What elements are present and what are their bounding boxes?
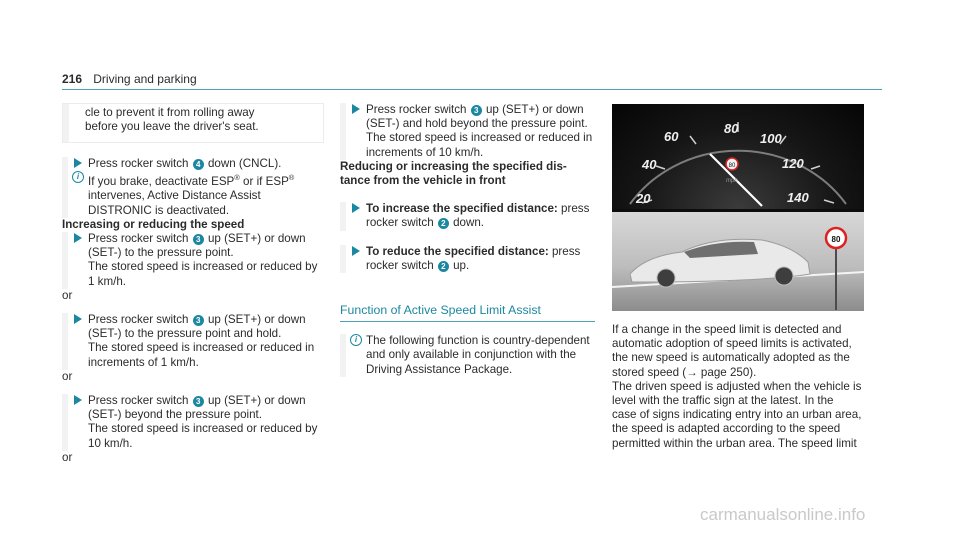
paragraph-line: The driven speed is adjusted when the vehicle is (612, 379, 862, 393)
tick-label: 20 (636, 191, 651, 206)
tick-label: 120 (782, 156, 804, 171)
info-icon: i (72, 171, 84, 183)
column-right (612, 323, 864, 451)
continued-step-box (62, 103, 324, 143)
number-badge-icon: 4 (193, 159, 204, 170)
paragraph-line: level with the traffic sign at the latest. In the (612, 394, 834, 408)
page-header (62, 72, 882, 90)
tick-label: 140 (787, 190, 809, 205)
step-arrow-icon (352, 203, 360, 213)
paragraph-line: stored speed (→ page 250). (612, 365, 757, 379)
tick-label: 60 (664, 129, 679, 144)
step-arrow-icon (74, 233, 82, 243)
paragraph-line: permitted within the urban area. The speed limit (612, 436, 857, 450)
step-speed-1: Press rocker switch 3 up (SET+) or down (SET-) to the pressure point. The stored speed is increased or reduced by 1 km/h. (62, 232, 324, 289)
note-country: i The following function is country-dependent and only available in conjunction with the Driving Assistance Package. (340, 334, 596, 377)
number-badge-icon: 3 (471, 105, 482, 116)
instrument-cluster (612, 104, 864, 209)
number-badge-icon: 3 (193, 315, 204, 326)
step-speed-3: Press rocker switch 3 up (SET+) or down (SET-) beyond the pressure point. The stored speed is increased or reduced by 10 km/h. (62, 394, 324, 451)
step-arrow-icon (74, 314, 82, 324)
paragraph-line: If a change in the speed limit is detected and (612, 323, 842, 336)
column-middle (340, 103, 596, 377)
speed-limit-sign: 80 (831, 235, 841, 244)
step-arrow-icon (74, 395, 82, 405)
speed-unit: mph (726, 178, 738, 184)
or-label: or (62, 288, 73, 302)
continued-text-1: cle to prevent it from rolling away (85, 106, 255, 119)
page-number: 216 (62, 72, 83, 86)
number-badge-icon: 2 (438, 218, 449, 229)
number-badge-icon: 3 (193, 396, 204, 407)
step-arrow-icon (74, 158, 82, 168)
number-badge-icon: 2 (438, 261, 449, 272)
info-icon: i (350, 334, 362, 346)
step-speed-4: Press rocker switch 3 up (SET+) or down (SET-) and hold beyond the pressure point. The stored speed is increased or reduced in increments of 10 km/h. (340, 103, 596, 160)
paragraph-line: case of signs indicating entry into an urban area, (612, 408, 862, 422)
step-arrow-icon (352, 246, 360, 256)
section-title-speed-limit: Function of Active Speed Limit Assist (340, 303, 595, 322)
cluster-limit-value: 80 (728, 163, 736, 169)
section-heading-speed: Increasing or reducing the speed (62, 217, 245, 231)
or-label: or (62, 369, 73, 383)
note-esp: i If you brake, deactivate ESP® or if ESP® intervenes, Active Distance Assist DISTRONIC is deactivated. (62, 171, 324, 218)
continued-text-2: before you leave the driver's seat. (85, 120, 259, 134)
paragraph-line: the new speed is automatically adopted as the (612, 351, 850, 365)
road-scene (612, 212, 864, 311)
watermark: carmanualsonline.info (700, 505, 866, 524)
speed-limit-illustration (612, 104, 864, 311)
step-increase-distance: To increase the specified distance: press rocker switch 2 down. (340, 202, 596, 230)
column-left (62, 103, 324, 465)
tick-label: 40 (642, 157, 657, 172)
step-cancel: Press rocker switch 4 down (CNCL). (62, 157, 324, 171)
step-arrow-icon (352, 104, 360, 114)
paragraph-line: automatic adoption of speed limits is activated, (612, 337, 852, 351)
paragraph-line: the speed is adapted according to the speed (612, 422, 841, 436)
or-label: or (62, 450, 73, 464)
step-reduce-distance: To reduce the specified distance: press rocker switch 2 up. (340, 245, 596, 273)
tick-label: 80 (724, 121, 739, 136)
step-speed-2: Press rocker switch 3 up (SET+) or down (SET-) to the pressure point and hold. The stored speed is increased or reduced in increments of 1 km/h. (62, 313, 324, 370)
chapter-title: Driving and parking (93, 72, 197, 86)
tick-label: 100 (760, 131, 782, 146)
section-heading-distance: Reducing or increasing the specified dis- tance from the vehicle in front (340, 159, 567, 188)
number-badge-icon: 3 (193, 234, 204, 245)
